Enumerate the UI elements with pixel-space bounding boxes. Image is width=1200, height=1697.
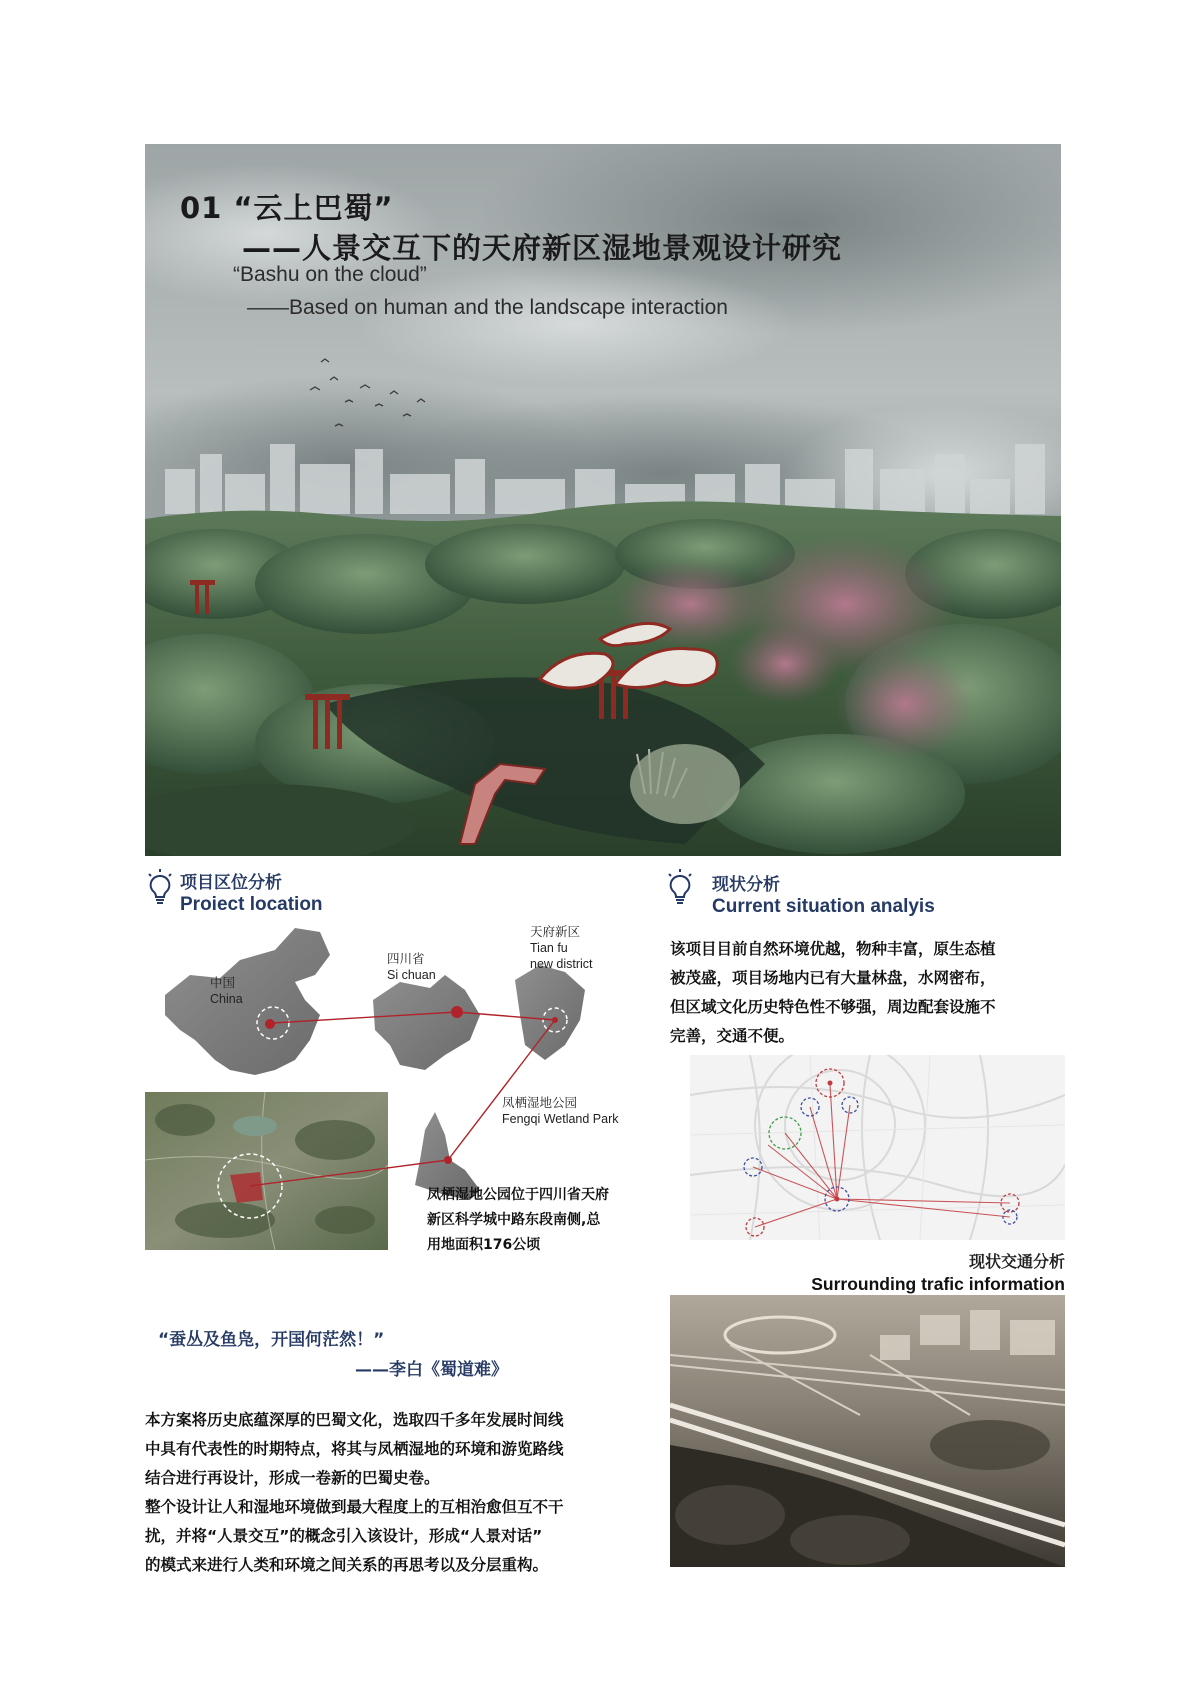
concept-line: 的模式来进行人类和环境之间关系的再思考以及分层重构。 — [145, 1556, 549, 1574]
park-label-cn: 凤栖湿地公园 — [502, 1096, 578, 1110]
concept-line: 整个设计让人和湿地环境做到最大程度上的互相治愈但互不干 — [145, 1498, 564, 1516]
hero-title-line1: 01 “云上巴蜀” — [180, 191, 394, 225]
tianfu-label-en-1: Tian fu — [530, 941, 568, 955]
location-heading-en: Proiect location — [180, 894, 323, 915]
traffic-caption-en: Surrounding trafic information — [811, 1274, 1065, 1294]
concept-line: 中具有代表性的时期特点，将其与凤栖湿地的环境和游览路线 — [145, 1440, 564, 1458]
location-description-line: 用地面积176公顷 — [427, 1237, 541, 1253]
sichuan-map — [373, 975, 480, 1070]
tianfu-label-en-2: new district — [530, 957, 593, 971]
hero-title-line2: ——人景交互下的天府新区湿地景观设计研究 — [242, 231, 843, 265]
current-description-line: 完善，交通不便。 — [670, 1027, 795, 1045]
concept-line: 本方案将历史底蕴深厚的巴蜀文化，选取四千多年发展时间线 — [145, 1411, 564, 1429]
location-description-line: 新区科学城中路东段南侧,总 — [427, 1212, 601, 1228]
lightbulb-icon — [665, 868, 695, 908]
hero-subtitle-line1: “Bashu on the cloud” — [233, 263, 427, 286]
current-description-line: 被茂盛，项目场地内已有大量林盘，水网密布， — [670, 969, 996, 987]
quote-line2: ——李白《蜀道难》 — [355, 1360, 508, 1380]
traffic-map — [690, 1055, 1065, 1240]
tianfu-district-map — [515, 965, 585, 1060]
location-heading-cn: 项目区位分析 — [180, 873, 282, 893]
tianfu-label-cn: 天府新区 — [530, 925, 581, 939]
china-label-cn: 中国 — [210, 976, 236, 990]
china-label-en: China — [210, 992, 243, 1006]
concept-line: 扰，并将“人景交互”的概念引入该设计，形成“人景对话” — [145, 1527, 543, 1545]
current-description — [670, 935, 1070, 1051]
concept-line: 结合进行再设计，形成一卷新的巴蜀史卷。 — [145, 1469, 440, 1487]
quote-line1: “蚕丛及鱼凫，开国何茫然！” — [158, 1330, 385, 1350]
site-aerial-photo — [670, 1295, 1065, 1567]
location-description — [427, 1183, 657, 1258]
current-description-line: 该项目目前自然环境优越，物种丰富，原生态植 — [670, 940, 996, 958]
current-description-line: 但区域文化历史特色性不够强，周边配套设施不 — [670, 998, 996, 1016]
current-heading-cn: 现状分析 — [712, 875, 780, 895]
sichuan-label-en: Si chuan — [387, 968, 436, 982]
park-label-en: Fengqi Wetland Park — [502, 1112, 619, 1126]
traffic-caption-cn: 现状交通分析 — [968, 1252, 1065, 1271]
current-heading-en: Current situation analyis — [712, 896, 935, 917]
hero-subtitle-line2: ——Based on human and the landscape interaction — [247, 296, 728, 319]
lightbulb-icon — [145, 868, 175, 908]
concept-description — [145, 1406, 655, 1580]
china-map — [165, 928, 330, 1075]
location-description-line: 凤栖湿地公园位于四川省天府 — [427, 1187, 609, 1203]
sichuan-label-cn: 四川省 — [387, 952, 425, 966]
